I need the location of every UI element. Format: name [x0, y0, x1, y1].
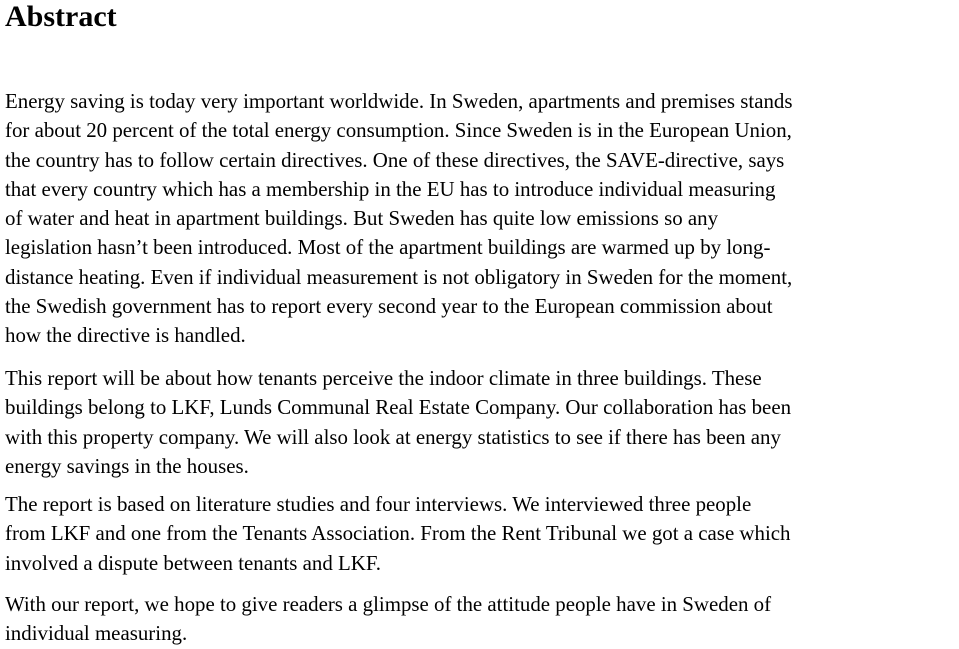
text-line: individual measuring. — [5, 621, 188, 646]
text-line: how the directive is handled. — [5, 323, 246, 348]
abstract-paragraph-1 — [5, 87, 957, 351]
page-title: Abstract — [5, 0, 117, 33]
text-line: distance heating. Even if individual measurement is not obligatory in Sweden for the moment, — [5, 264, 793, 289]
abstract-paragraph-4 — [5, 590, 957, 649]
text-line: from LKF and one from the Tenants Association. From the Rent Tribunal we got a case which — [5, 521, 791, 546]
text-line: involved a dispute between tenants and LKF. — [5, 550, 382, 575]
text-line: energy savings in the houses. — [5, 453, 249, 478]
text-line: The report is based on literature studies and four interviews. We interviewed three people — [5, 492, 752, 516]
text-line: buildings belong to LKF, Lunds Communal Real Estate Company. Our collaboration has been — [5, 395, 792, 420]
text-line: With our report, we hope to give readers a glimpse of the attitude people have in Sweden of — [5, 592, 772, 616]
text-line: for about 20 percent of the total energy consumption. Since Sweden is in the European Union, — [5, 118, 792, 143]
text-line: legislation hasn’t been introduced. Most of the apartment buildings are warmed up by long- — [5, 235, 771, 260]
text-line: the Swedish government has to report every second year to the European commission about — [5, 294, 773, 319]
text-line: of water and heat in apartment buildings. But Sweden has quite low emissions so any — [5, 206, 719, 231]
abstract-paragraph-3 — [5, 490, 957, 578]
text-line: with this property company. We will also look at energy statistics to see if there has been any — [5, 424, 781, 449]
abstract-paragraph-2 — [5, 364, 957, 481]
text-line: the country has to follow certain directives. One of these directives, the SAVE-directive, says — [5, 147, 785, 172]
text-line: This report will be about how tenants perceive the indoor climate in three buildings. These — [5, 366, 762, 390]
text-line: that every country which has a membership in the EU has to introduce individual measuring — [5, 176, 776, 201]
text-line: Energy saving is today very important worldwide. In Sweden, apartments and premises stands — [5, 89, 793, 113]
